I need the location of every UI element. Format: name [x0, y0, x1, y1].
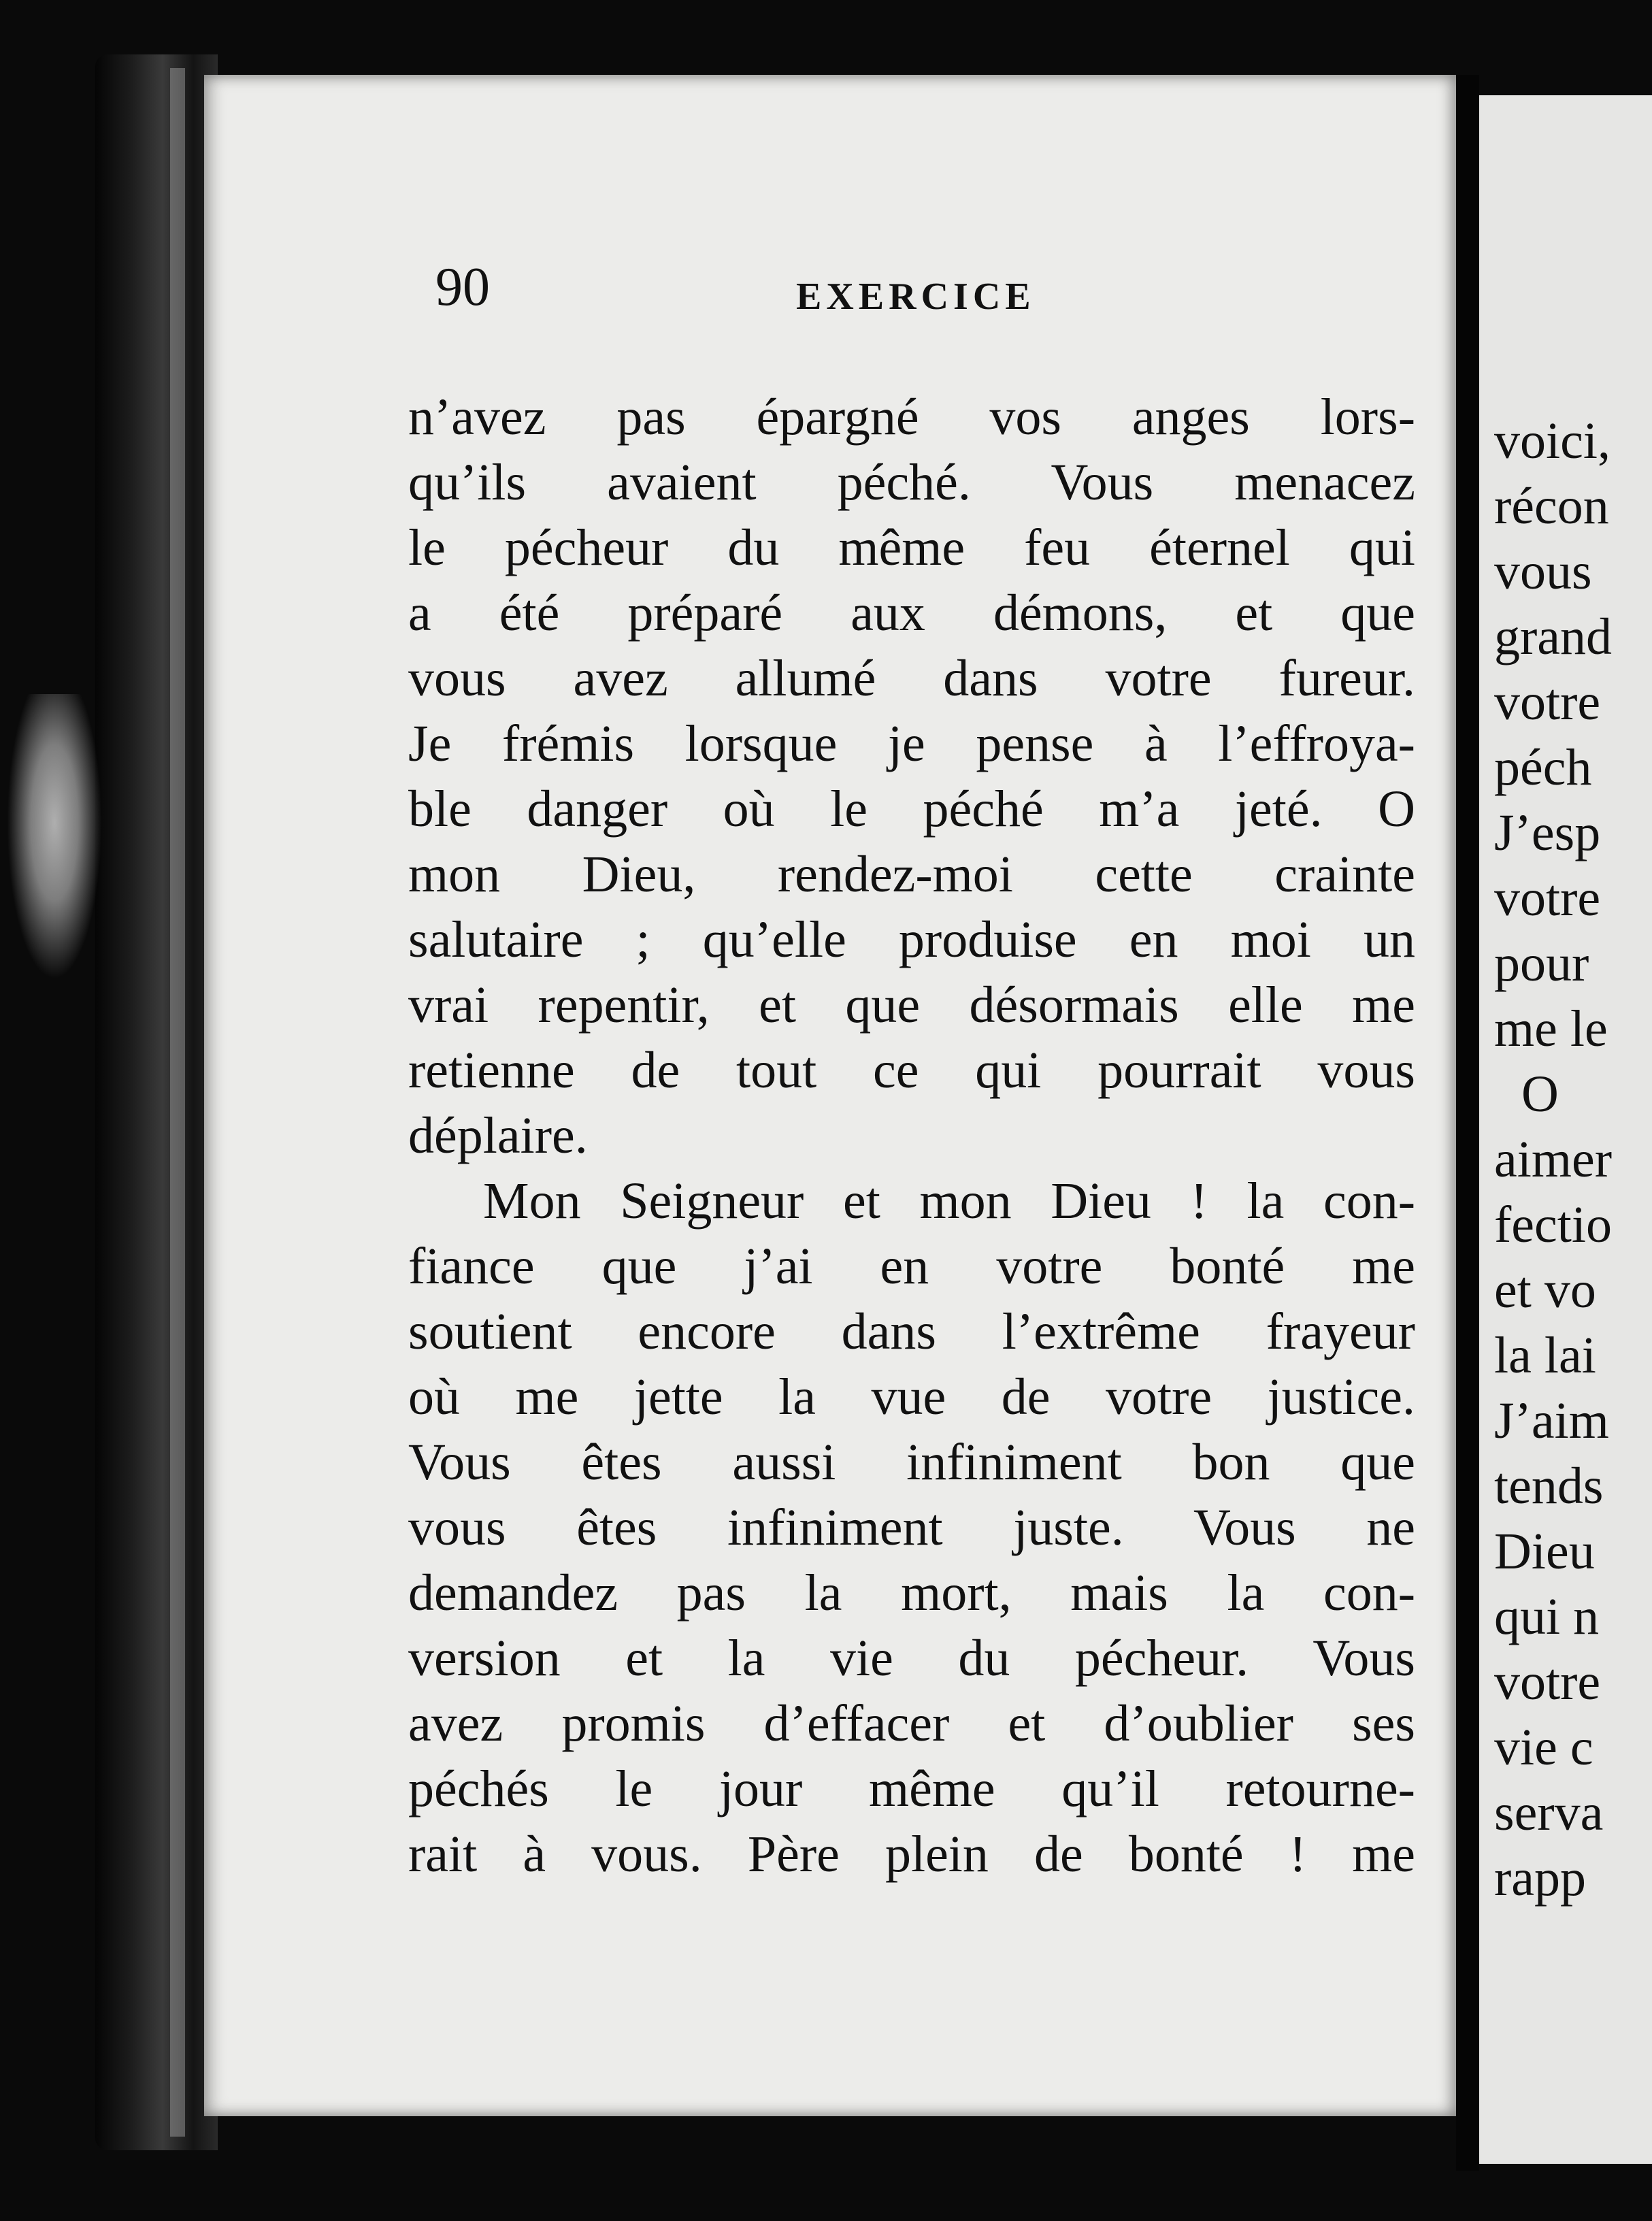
- running-head: EXERCICE: [796, 276, 1036, 318]
- text-line: fectio: [1494, 1196, 1613, 1253]
- text-line: pour: [1494, 935, 1589, 992]
- text-line: serva: [1494, 1784, 1604, 1841]
- spine-highlight: [170, 68, 185, 2137]
- text-line: récon: [1494, 478, 1609, 535]
- text-line: vie c: [1494, 1719, 1593, 1776]
- text-line: votre: [1494, 870, 1601, 927]
- text-line: vous avez allumé dans votre fureur.: [408, 650, 1415, 707]
- text-line: Je frémis lorsque je pense à l’effroya-: [408, 715, 1415, 772]
- text-line: péchés le jour même qu’il retourne-: [408, 1760, 1415, 1817]
- text-line: déplaire.: [408, 1107, 588, 1164]
- text-line: la lai: [1494, 1327, 1596, 1384]
- text-line: salutaire ; qu’elle produise en moi un: [408, 911, 1415, 968]
- text-line: n’avez pas épargné vos anges lors-: [408, 389, 1415, 446]
- text-line: Vous êtes aussi infiniment bon que: [408, 1434, 1415, 1491]
- book-spine: [95, 54, 218, 2150]
- page-gutter: [1456, 75, 1479, 2171]
- text-line: votre: [1494, 674, 1601, 731]
- text-line: Dieu: [1494, 1523, 1595, 1580]
- page-number: 90: [435, 257, 490, 317]
- text-line: avez promis d’effacer et d’oublier ses: [408, 1695, 1415, 1752]
- text-line: mon Dieu, rendez-moi cette crainte: [408, 846, 1415, 903]
- text-line: vrai repentir, et que désormais elle me: [408, 976, 1415, 1034]
- text-line: voici,: [1494, 412, 1610, 470]
- text-line: aimer: [1494, 1131, 1613, 1188]
- text-line: vous êtes infiniment juste. Vous ne: [408, 1499, 1415, 1556]
- text-line: grand: [1494, 608, 1613, 665]
- text-line: péch: [1494, 739, 1592, 796]
- text-line: retienne de tout ce qui pourrait vous: [408, 1042, 1415, 1099]
- left-page-text: [408, 384, 1415, 1887]
- text-line: soutient encore dans l’extrême frayeur: [408, 1303, 1415, 1360]
- text-line: a été préparé aux démons, et que: [408, 585, 1415, 642]
- text-line: et vo: [1494, 1262, 1596, 1319]
- text-line: J’aim: [1494, 1392, 1609, 1449]
- text-line: Mon Seigneur et mon Dieu ! la con-: [483, 1172, 1415, 1230]
- text-line: vous: [1494, 543, 1592, 600]
- text-line: votre: [1494, 1654, 1601, 1711]
- right-page-text: [1494, 408, 1612, 1911]
- text-line: qu’ils avaient péché. Vous menacez: [408, 454, 1415, 511]
- text-line: me le: [1494, 1000, 1608, 1057]
- text-line: où me jette la vue de votre justice.: [408, 1368, 1415, 1426]
- right-page: [1479, 95, 1652, 2164]
- text-line: tends: [1494, 1458, 1604, 1515]
- text-line: fiance que j’ai en votre bonté me: [408, 1238, 1415, 1295]
- text-line: ble danger où le péché m’a jeté. O: [408, 780, 1415, 838]
- text-line: le pécheur du même feu éternel qui: [408, 519, 1415, 576]
- text-line: version et la vie du pécheur. Vous: [408, 1630, 1415, 1687]
- text-line: O: [1521, 1066, 1559, 1123]
- text-line: qui n: [1494, 1588, 1600, 1645]
- text-line: rapp: [1494, 1849, 1587, 1907]
- text-line: demandez pas la mort, mais la con-: [408, 1564, 1415, 1622]
- page-stain: [7, 694, 102, 980]
- text-line: rait à vous. Père plein de bonté ! me: [408, 1826, 1415, 1883]
- text-line: J’esp: [1494, 804, 1601, 861]
